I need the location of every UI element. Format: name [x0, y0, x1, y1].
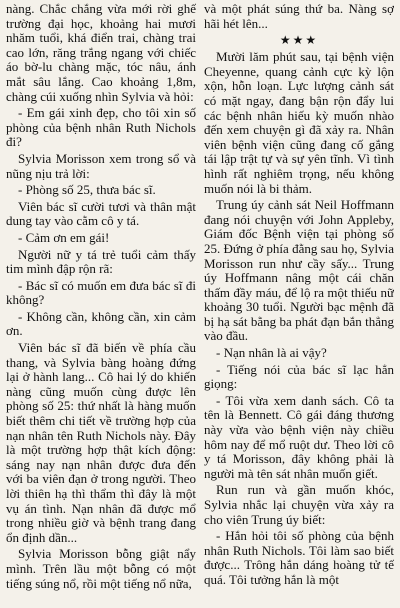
paragraph: - Em gái xinh đẹp, cho tôi xin số phòng của bệnh nhân Ruth Nichols đi? — [6, 105, 196, 150]
paragraph: - Bác sĩ có muốn em đưa bác sĩ đi không? — [6, 277, 196, 308]
paragraph: Người nữ y tá trẻ tuổi cảm thấy tim mình đập rộn rã: — [6, 246, 196, 277]
right-column — [204, 2, 394, 608]
paragraph: - Tiếng nói của bác sĩ lạc hẳn giọng: — [204, 361, 394, 392]
paragraph: Viên bác sĩ cười tươi và thân mật dung tay vào cằm cô y tá. — [6, 198, 196, 229]
paragraph: Trung úy cảnh sát Neil Hoffmann đang nói chuyện với John Appleby, Giám đốc Bệnh viện tại phòng số 25. Đứng ở phía đằng sau họ, Sylvia Morisson run như cầy sấy... Trung úy Hoffmann nâng một cái chăn thấm đầy máu, để lộ ra một thiếu nữ khoảng 30 tuổi. Người bạc mệnh đã bị hạ sát bằng ba phát đạn bắn thẳng vào đầu. — [204, 197, 394, 344]
paragraph: - Nạn nhân là ai vậy? — [216, 345, 327, 361]
paragraph: nàng. Chắc chắng vừa mới rời ghế trường đại học, khoảng hai mươi nhăm tuổi, khá điển trai, chàng trai cao lớn, răng trắng ngang với chiếc áo bờ-lu chàng mặc, tóc nâu, ánh mắt sâu lắng. Cao khoảng 1,8m, chàng cúi xuống nhìn Sylvia và hỏi: — [6, 2, 196, 104]
paragraph: - Phòng số 25, thưa bác sĩ. — [18, 182, 156, 198]
paragraph: Run run và gần muốn khóc, Sylvia nhắc lại chuyện vừa xảy ra cho viên Trung úy biết: — [204, 482, 394, 527]
paragraph: Mười lăm phút sau, tại bệnh viện Cheyenne, quang cảnh cực kỳ lộn xộn, hỗn loạn. Lực lượng cảnh sát có mặt ngay, đang bận rộn đẩy lui các bệnh nhân hiếu kỳ muốn nhào đến xem chuyện gì đã xảy ra. Nhân viên bệnh viện cũng đang cố gắng tái lập trật tự và sự yên tĩnh. Vì tình hình rất nghiêm trọng, nếu không muốn nói là bi thảm. — [204, 49, 394, 196]
paragraph: Viên bác sĩ đã biến về phía cầu thang, và Sylvia bàng hoàng đứng lại ở hành lang... Cô hai lý do khiến nàng cũng muốn cùng được lên phòng số 25: thứ nhất là hàng muốn biết thêm chi tiết về trường hợp của nạn nhân tên Ruth Nichols này. Đây là một trường hợp thật kích động: sáng nay nạn nhân được đưa đến với ba viên đạn ở trong người. Theo lời thiên hạ thì thẩm thì đây là một vụ án tình. Nạn nhân đã được mổ trong nhiều giờ và bệnh trang đang ổn định dần... — [6, 340, 196, 545]
left-column — [6, 2, 196, 608]
paragraph: - Không cần, không cần, xin cảm ơn. — [6, 308, 196, 339]
paragraph: - Hắn hỏi tôi số phòng của bệnh nhân Ruth Nichols. Tôi làm sao biết được... Trông hắn dáng hoàng tử tế quá. Tôi tưởng hắn là một — [204, 528, 394, 587]
paragraph: - Tôi vừa xem danh sách. Cô ta tên là Bennett. Cô gái đáng thương này vừa vào bệnh viện này chiều hôm nay để mổ ruột dư. Theo lời cô y tá Morisson, đây không phải là người mà tên sát nhân muốn giết. — [204, 392, 394, 481]
paragraph: Sylvia Morisson xem trong sổ và nũng nịu trả lời: — [6, 150, 196, 181]
paragraph: - Cảm ơn em gái! — [18, 229, 110, 245]
paragraph: và một phát súng thứ ba. Nàng sợ hãi hét lên... — [204, 2, 394, 31]
paragraph: Sylvia Morisson bỗng giật nẩy mình. Trên lầu một bỗng có một tiếng súng nổ, rồi một tiếng nổ nữa, — [6, 546, 196, 591]
section-divider: ★★★ — [279, 33, 319, 48]
